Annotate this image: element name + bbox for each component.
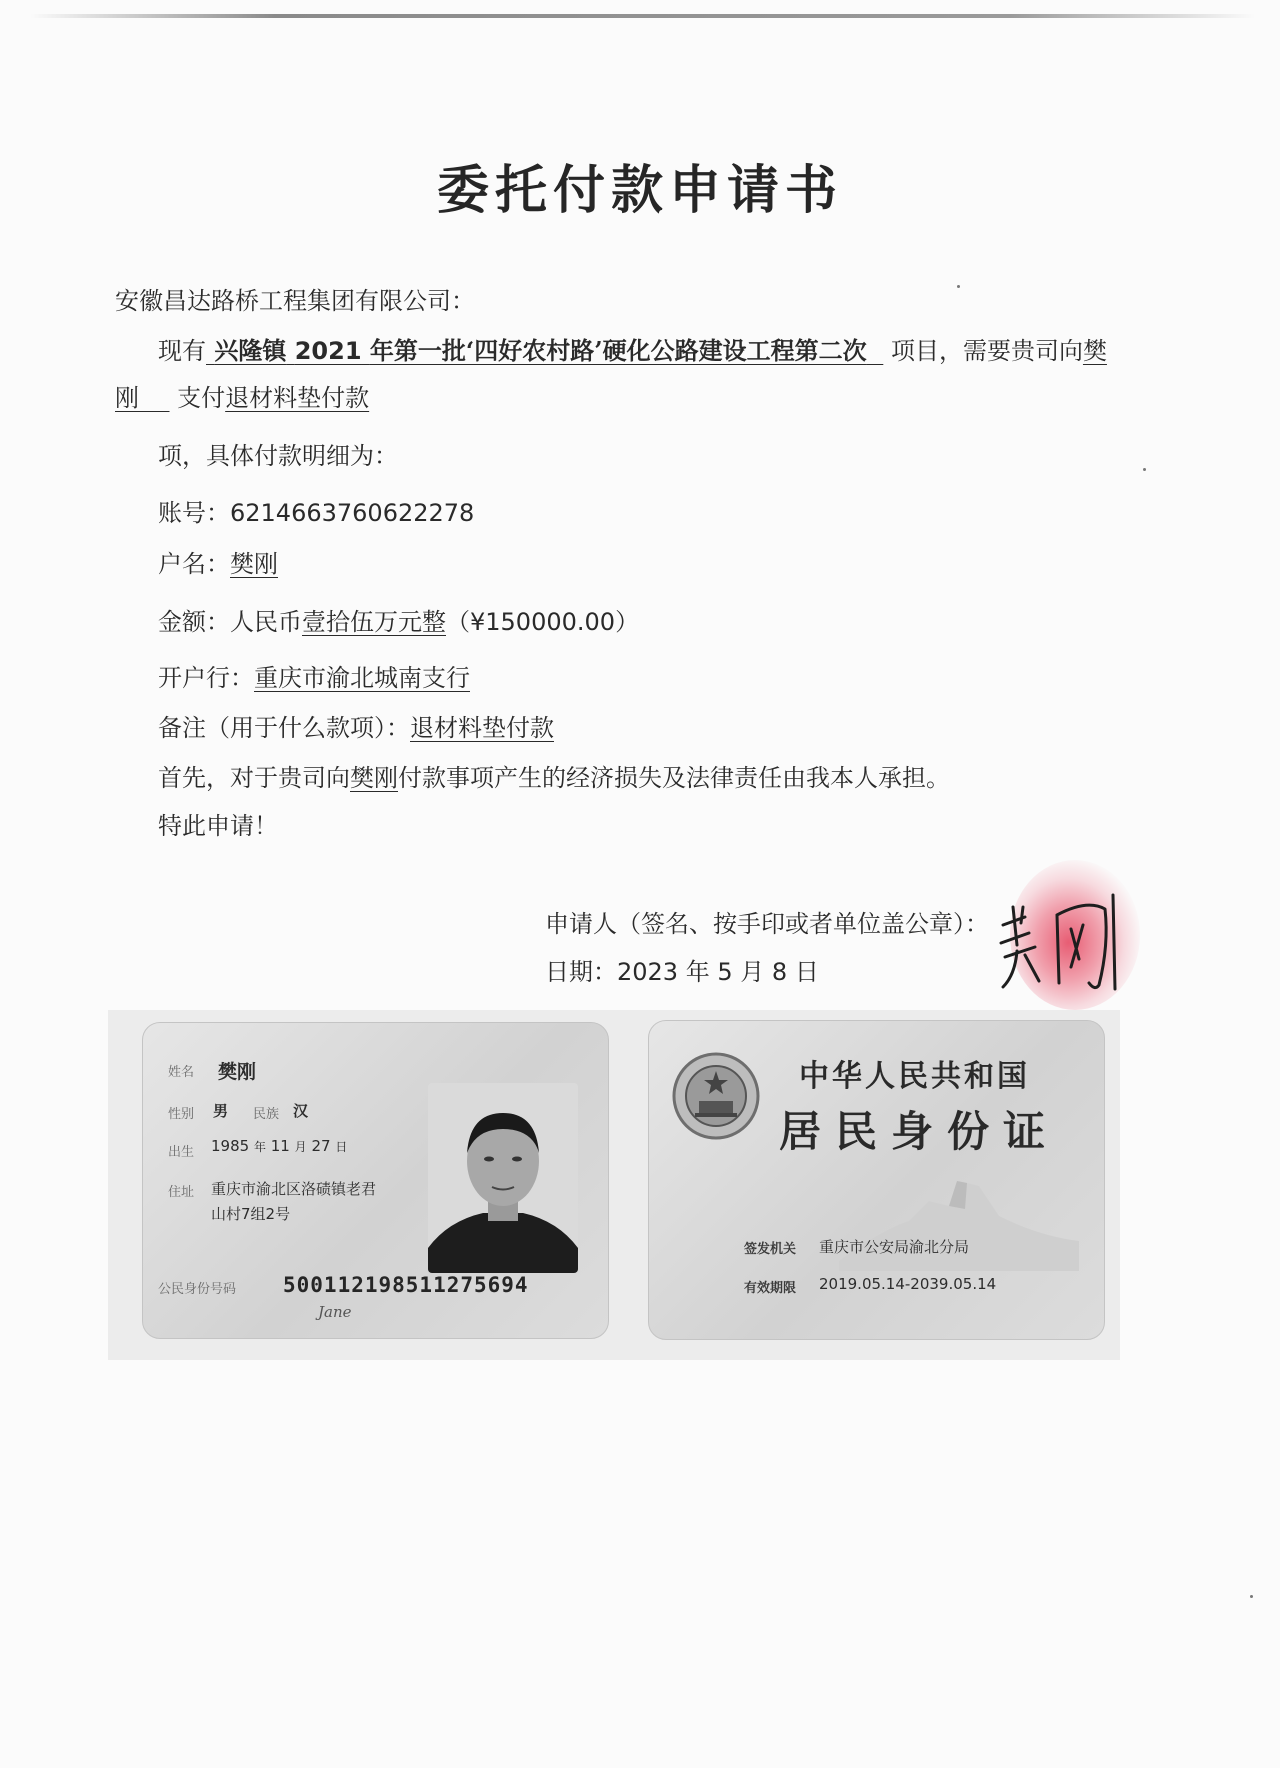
amount-figure: ¥150000.00 [470,608,616,636]
payee-name-part1: 樊 [1082,337,1107,365]
pay-text: 支付 [177,384,226,412]
country-name: 中华人民共和国 [799,1059,1030,1094]
id-address-line1: 重庆市渝北区洛碛镇老君 [211,1180,377,1198]
account-label: 账号： [158,499,230,527]
amount-line: 金额：人民币壹拾伍万元整（¥150000.00） [158,608,640,636]
id-card-front: 姓名 樊刚 性别 男 民族 汉 出生 1985 年 11 月 27 日 住址 重庆市渝北区洛碛镇老君 山村7组2号 公民身份号码 500112198511275694 Jane [142,1022,609,1339]
document-title: 委托付款申请书 [436,160,843,221]
card-title: 居民身份证 [779,1107,1060,1156]
national-emblem-icon [671,1051,761,1141]
closing-line: 特此申请！ [158,812,278,840]
id-ethnic: 汉 [293,1102,309,1120]
request-text: 项目，需要贵司向 [890,337,1083,365]
id-sex: 男 [213,1102,229,1120]
bank-name: 重庆市渝北城南支行 [254,664,470,692]
scan-speck [957,285,960,288]
project-line [158,335,1107,367]
payee-name-part2: 刚 [115,384,139,412]
account-line [158,497,474,529]
id-birthdate: 1985 年 11 月 27 日 [211,1137,348,1155]
id-photo [428,1083,578,1273]
date-line: 日期：2023 年 5 月 8 日 [545,958,819,986]
note-line [158,712,554,744]
scan-top-edge [30,14,1255,18]
validity-period: 2019.05.14-2039.05.14 [819,1275,997,1293]
recipient-line: 安徽昌达路桥工程集团有限公司： [115,287,475,315]
id-name: 樊刚 [218,1061,257,1083]
note-value: 退材料垫付款 [410,714,554,742]
date-label: 日期： [545,958,617,986]
statement-payee: 樊刚 [350,764,398,792]
handwritten-signature [995,885,1125,995]
detail-intro: 项，具体付款明细为： [158,442,398,470]
issuing-authority: 重庆市公安局渝北分局 [819,1238,970,1256]
holder-name: 樊刚 [230,550,278,578]
amount-words: 壹拾伍万元整 [302,608,446,636]
note-label: 备注（用于什么款项）： [158,714,410,742]
id-number: 500112198511275694 [283,1273,529,1297]
payee-line [115,382,369,414]
bank-line [158,662,470,694]
applicant-line: 申请人（签名、按手印或者单位盖公章）： [545,910,989,938]
scan-speck [1143,468,1146,471]
id-card-back: 中华人民共和国 居民身份证 签发机关 重庆市公安局渝北分局 有效期限 2019.05.14-2039.05.14 [648,1020,1105,1340]
project-name: 兴隆镇 2021 年第一批‘四好农村路’硬化公路建设工程第二次 [214,336,867,365]
prefix-text: 现有 [158,337,206,365]
bank-label: 开户行： [158,664,254,692]
statement-line: 首先，对于贵司向樊刚付款事项产生的经济损失及法律责任由我本人承担。 [158,764,950,792]
id-address-line2: 山村7组2号 [211,1205,291,1223]
id-handwriting: Jane [318,1303,352,1321]
account-number: 6214663760622278 [230,499,475,527]
holder-label: 户名： [158,550,230,578]
scan-speck [1250,1595,1253,1598]
holder-line [158,548,278,580]
amount-label: 金额：人民币 [158,608,302,636]
payment-purpose: 退材料垫付款 [225,384,370,412]
